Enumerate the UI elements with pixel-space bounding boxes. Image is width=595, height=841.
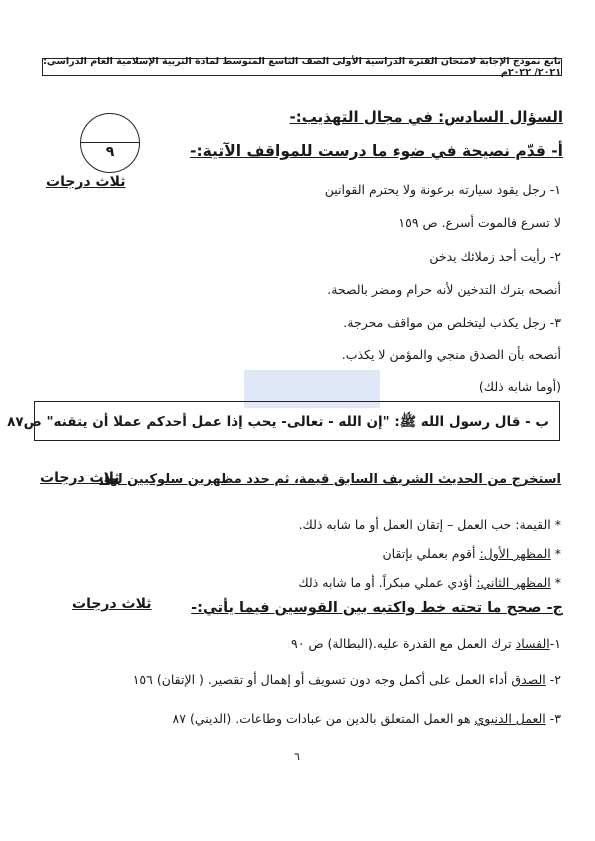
- part-a-line-5: ٣- رجل يكذب ليتخلص من مواقف محرجة.: [343, 315, 561, 330]
- answer-label: المظهر الثاني:: [476, 575, 551, 590]
- part-c-title: ج- صحح ما تحته خط واكتبه بين القوسين فيما يأتي:-: [191, 600, 563, 616]
- part-c-marks: ثلاث درجات: [72, 596, 152, 612]
- item-number: ٢-: [549, 672, 561, 687]
- hadith-box: [7, 401, 560, 441]
- bullet: *: [554, 517, 561, 532]
- bullet: *: [554, 546, 561, 561]
- score-value: ٩: [105, 144, 115, 160]
- part-b-question: استخرج من الحديث الشريف السابق قيمة، ثم حدد مظهرين سلوكيين لها.: [99, 472, 561, 487]
- part-b-answer-3: [298, 575, 561, 590]
- exam-header: [42, 58, 562, 76]
- part-c-item-1: [291, 636, 561, 651]
- part-a-line-1: ١- رجل يقود سيارته برعونة ولا يحترم القوانين: [324, 182, 561, 197]
- section-title: السؤال السادس: في مجال التهذيب:-: [289, 108, 563, 126]
- part-a-line-4: أنصحه بترك التدخين لأنه حرام ومضر بالصحة.: [327, 282, 561, 297]
- underlined-term: العمل الدنيوي: [474, 711, 546, 726]
- part-c-item-2: [133, 672, 561, 687]
- answer-text: أؤدي عملي مبكراً. أو ما شابه ذلك: [298, 575, 473, 590]
- answer-text: أقوم بعملي بإتقان: [382, 546, 476, 561]
- score-circle: [80, 113, 140, 173]
- item-text: أداء العمل على أكمل وجه دون تسويف أو إهمال أو تقصير. ( الإتقان) ١٥٦: [132, 672, 512, 687]
- answer-text: حب العمل – إتقان العمل أو ما شابه ذلك.: [298, 517, 512, 532]
- part-a-line-6: أنصحه بأن الصدق منجي والمؤمن لا يكذب.: [341, 347, 561, 362]
- part-a-title: أ- قدّم نصيحة في ضوء ما درست للمواقف الآتية:-: [190, 142, 563, 160]
- item-number: ٣-: [549, 711, 561, 726]
- part-b-marks: ثلاث درجات: [40, 470, 120, 486]
- underlined-term: الصدق: [511, 672, 546, 687]
- score-divider: [81, 142, 139, 143]
- part-b-answer-1: [299, 517, 561, 532]
- part-c-item-3: [173, 711, 561, 726]
- page-number: ٦: [294, 750, 300, 763]
- item-number: ١-: [549, 636, 561, 651]
- part-a-line-3: ٢- رأيت أحد زملائك يدخن: [429, 249, 561, 264]
- answer-label: القيمة:: [515, 517, 551, 532]
- part-b-answer-2: [382, 546, 561, 561]
- item-text: ترك العمل مع القدرة عليه.(البطالة) ص ٩٠: [291, 636, 516, 651]
- exam-header-text: تابع نموذج الإجابة لامتحان الفترة الدراسية الأولى الصف التاسع المتوسط لمادة التربية الإسلامية العام الدراسي: ٢٠٢١/ ٢٠٢٢م: [43, 56, 561, 78]
- part-a-line-7: (أوما شابه ذلك): [478, 379, 561, 394]
- answer-label: المظهر الأول:: [479, 546, 551, 561]
- item-text: هو العمل المتعلق بالدين من عبادات وطاعات. (الديني) ٨٧: [172, 711, 475, 726]
- bullet: *: [554, 575, 561, 590]
- hadith-text: ب - قال رسول الله ﷺ: "إن الله - تعالى- يحب إذا عمل أحدكم عملا أن يتقنه" ص٨٧: [7, 414, 549, 430]
- part-a-line-2: لا تسرع فالموت أسرع. ص ١٥٩: [398, 215, 561, 230]
- part-a-marks: ثلاث درجات: [46, 174, 126, 190]
- underlined-term: الفساد: [515, 636, 550, 651]
